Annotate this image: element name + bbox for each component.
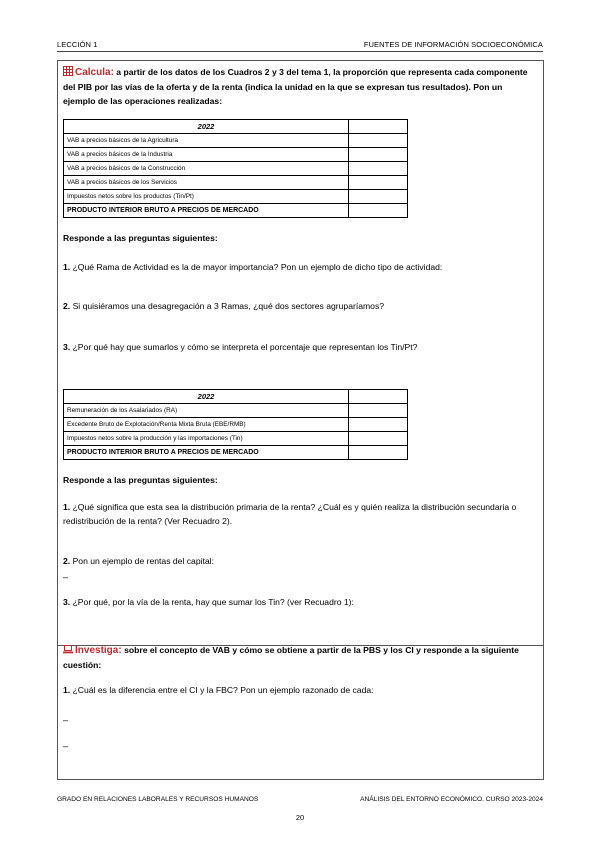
question-text: Pon un ejemplo de rentas del capital: <box>72 556 214 566</box>
question-number: 1. <box>63 685 71 695</box>
question-4 <box>63 500 536 528</box>
table-cell-empty[interactable] <box>349 204 408 218</box>
table-oferta <box>63 119 408 218</box>
question-text: ¿Qué significa que esta sea la distribución primaria de la renta? ¿Cuál es y quién realiza la distribución secundaria o redistribución de la renta? (Ver Recuadro 2). <box>63 502 517 526</box>
table-row-label: VAB a precios básicos de los Servicios <box>64 176 349 190</box>
question-number: 2. <box>63 556 71 566</box>
table-cell-empty[interactable] <box>349 134 408 148</box>
table-row-label: VAB a precios básicos de la Agricultura <box>64 134 349 148</box>
answer-dash: – <box>63 741 69 751</box>
investiga-section <box>57 644 544 780</box>
table-row-label: Excedente Bruto de Explotación/Renta Mixta Bruta (EBE/RMB) <box>64 418 349 432</box>
question-number: 3. <box>63 597 71 607</box>
header-topic: FUENTES DE INFORMACIÓN SOCIOECONÓMICA <box>363 40 543 49</box>
table-row-label: VAB a precios básicos de la Construcción <box>64 162 349 176</box>
calcula-section <box>57 60 544 646</box>
answer-dash: – <box>63 572 69 582</box>
table-cell-empty[interactable] <box>349 418 408 432</box>
table-row-label: VAB a precios básicos de la Industria <box>64 148 349 162</box>
calcula-instruction <box>63 65 536 108</box>
calcula-label: Calcula: <box>75 67 114 78</box>
table-cell-empty[interactable] <box>349 162 408 176</box>
header-lesson: LECCIÓN 1 <box>57 40 98 49</box>
question-number: 3. <box>63 342 71 352</box>
question-text: ¿Qué Rama de Actividad es la de mayor importancia? Pon un ejemplo de dicho tipo de actividad: <box>72 262 443 272</box>
table-row-label: Impuestos netos sobre los productos (Tin/Pt) <box>64 190 349 204</box>
investiga-instruction <box>63 643 536 672</box>
question-3 <box>63 340 536 354</box>
table-row-total: PRODUCTO INTERIOR BRUTO A PRECIOS DE MERCADO <box>64 446 349 460</box>
question-7 <box>63 683 536 697</box>
question-number: 1. <box>63 502 71 512</box>
question-text: ¿Por qué hay que sumarlos y cómo se interpreta el porcentaje que representan los Tin/Pt? <box>72 342 418 352</box>
table-header: 2022 <box>64 120 349 134</box>
question-1 <box>63 260 536 274</box>
header-divider <box>57 51 543 52</box>
table-row-total: PRODUCTO INTERIOR BRUTO A PRECIOS DE MERCADO <box>64 204 349 218</box>
table-header: 2022 <box>64 390 349 404</box>
table-row-label: Remuneración de los Asalariados (RA) <box>64 404 349 418</box>
table-cell-empty[interactable] <box>349 148 408 162</box>
table-grid-icon <box>63 66 73 80</box>
table-cell-empty[interactable] <box>349 404 408 418</box>
question-number: 1. <box>63 262 71 272</box>
table-cell-empty[interactable] <box>349 432 408 446</box>
question-text: ¿Cuál es la diferencia entre el CI y la FBC? Pon un ejemplo razonado de cada: <box>72 685 374 695</box>
question-2 <box>63 299 536 313</box>
calcula-text: a partir de los datos de los Cuadros 2 y 3 del tema 1, la proporción que representa cada componente del PIB por las vías de la oferta y de la renta (indica la unidad en la que se expresan tus resultados). Pon un ejemplo de las operaciones realizadas: <box>63 67 528 106</box>
page-number: 20 <box>295 813 305 822</box>
responde-heading-2: Responde a las preguntas siguientes: <box>63 475 218 485</box>
answer-dash: – <box>63 715 69 725</box>
footer-course: ANÁLISIS DEL ENTORNO ECONÓMICO. CURSO 2023-2024 <box>360 796 543 803</box>
table-cell-empty[interactable] <box>349 120 408 134</box>
table-cell-empty[interactable] <box>349 176 408 190</box>
table-renta <box>63 389 408 460</box>
question-number: 2. <box>63 301 71 311</box>
table-cell-empty[interactable] <box>349 446 408 460</box>
question-6 <box>63 595 536 609</box>
table-row-label: Impuestos netos sobre la producción y las importaciones (Tin) <box>64 432 349 446</box>
investiga-label: Investiga: <box>75 645 122 656</box>
question-text: ¿Por qué, por la vía de la renta, hay que sumar los Tin? (ver Recuadro 1): <box>72 597 354 607</box>
question-5 <box>63 554 536 568</box>
table-cell-empty[interactable] <box>349 390 408 404</box>
question-text: Si quisiéramos una desagregación a 3 Ramas, ¿qué dos sectores agruparíamos? <box>72 301 385 311</box>
table-cell-empty[interactable] <box>349 190 408 204</box>
footer-degree: GRADO EN RELACIONES LABORALES Y RECURSOS HUMANOS <box>57 796 259 803</box>
responde-heading-1: Responde a las preguntas siguientes: <box>63 233 218 243</box>
laptop-icon <box>63 644 73 658</box>
investiga-text: sobre el concepto de VAB y cómo se obtiene a partir de la PBS y los CI y responde a la siguiente cuestión: <box>63 645 519 670</box>
